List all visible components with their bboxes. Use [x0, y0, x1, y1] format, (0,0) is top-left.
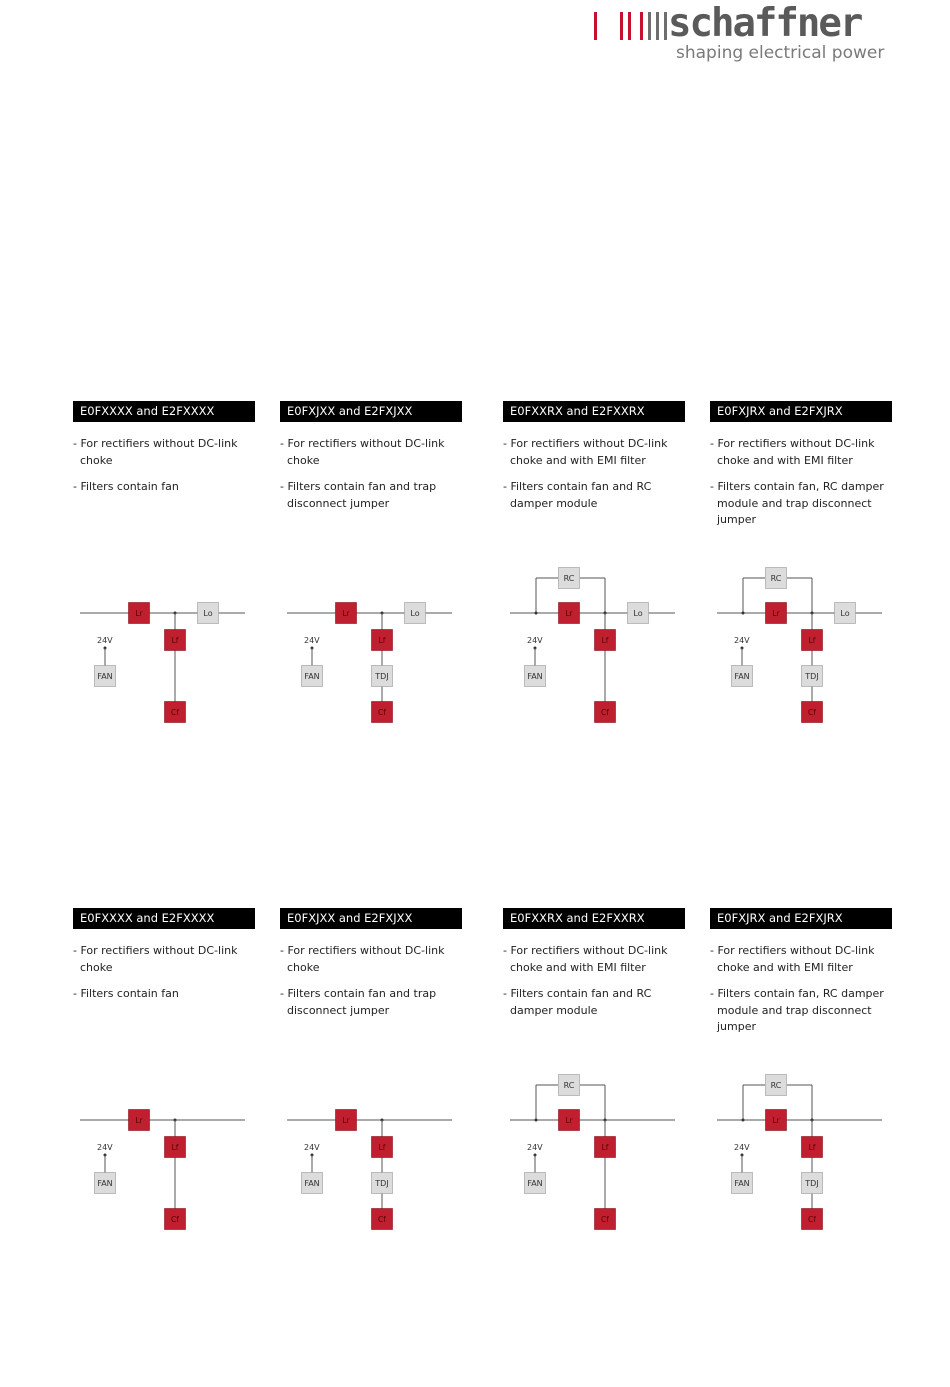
- description-line: - For rectifiers without DC-link choke: [280, 437, 445, 467]
- cf-capacitor-label: Cf: [601, 1215, 609, 1224]
- fan-unit-label: FAN: [304, 672, 320, 681]
- variant-header: E0FXXRX and E2FXXRX: [503, 908, 685, 929]
- cf-capacitor-label: Cf: [171, 1215, 179, 1224]
- lf-choke-label: Lf: [808, 1143, 816, 1152]
- rc-module-label: RC: [770, 574, 782, 583]
- description-line: - Filters contain fan and trap disconnect jumper: [280, 987, 437, 1017]
- logo-tagline: shaping electrical power: [676, 43, 885, 63]
- logo-bar: [664, 12, 667, 40]
- tdj-jumper-label: TDJ: [805, 672, 819, 681]
- junction-dot: [742, 1119, 745, 1122]
- cf-capacitor-label: Cf: [601, 708, 609, 717]
- description-line: - For rectifiers without DC-link choke and with EMI filter: [710, 437, 875, 467]
- circuit-diagram: [287, 1072, 457, 1237]
- variant-header: E0FXXRX and E2FXXRX: [503, 401, 685, 422]
- logo-wordmark: schaffner: [668, 1, 862, 46]
- voltage-label: 24V: [97, 636, 113, 645]
- cf-capacitor-label: Cf: [378, 1215, 386, 1224]
- logo-bar: [640, 12, 643, 40]
- description-line: - For rectifiers without DC-link choke and with EMI filter: [710, 944, 875, 974]
- description-line: - Filters contain fan and trap disconnect jumper: [280, 480, 437, 510]
- variant-description: [73, 943, 255, 1003]
- cf-capacitor-label: Cf: [808, 1215, 816, 1224]
- description-line: - For rectifiers without DC-link choke and with EMI filter: [503, 437, 668, 467]
- logo-bar: [648, 12, 651, 40]
- circuit-diagram: [80, 1072, 250, 1237]
- fan-unit-label: FAN: [527, 1179, 543, 1188]
- variant-description: [280, 436, 462, 512]
- fan-unit-label: FAN: [97, 1179, 113, 1188]
- voltage-label: 24V: [527, 636, 543, 645]
- voltage-label: 24V: [304, 636, 320, 645]
- description-line: - For rectifiers without DC-link choke and with EMI filter: [503, 944, 668, 974]
- description-line: - Filters contain fan: [73, 480, 179, 493]
- description-line: - For rectifiers without DC-link choke: [280, 944, 445, 974]
- description-line: - For rectifiers without DC-link choke: [73, 437, 238, 467]
- junction-dot: [742, 612, 745, 615]
- variant-header: E0FXJXX and E2FXJXX: [280, 401, 462, 422]
- lf-choke-label: Lf: [378, 1143, 386, 1152]
- fan-unit-label: FAN: [97, 672, 113, 681]
- cf-capacitor-label: Cf: [378, 708, 386, 717]
- filter-variant-card: [73, 908, 255, 1013]
- variant-description: [710, 436, 892, 529]
- variant-description: [503, 943, 685, 1019]
- circuit-diagram: [510, 1072, 680, 1237]
- lr-choke-label: Lr: [342, 1116, 350, 1125]
- lf-choke-label: Lf: [171, 636, 179, 645]
- lf-choke-label: Lf: [601, 1143, 609, 1152]
- lf-choke-label: Lf: [378, 636, 386, 645]
- variant-description: [280, 943, 462, 1019]
- voltage-label: 24V: [527, 1143, 543, 1152]
- voltage-label: 24V: [734, 1143, 750, 1152]
- filter-variant-card: [710, 401, 892, 539]
- description-line: - Filters contain fan and RC damper module: [503, 987, 652, 1017]
- filter-variant-card: [73, 401, 255, 506]
- lr-choke-label: Lr: [772, 609, 780, 618]
- variant-header: E0FXJXX and E2FXJXX: [280, 908, 462, 929]
- variant-header: E0FXXXX and E2FXXXX: [73, 401, 255, 422]
- rc-module-label: RC: [563, 574, 575, 583]
- lr-choke-label: Lr: [565, 1116, 573, 1125]
- voltage-label: 24V: [97, 1143, 113, 1152]
- description-line: - Filters contain fan, RC damper module and trap disconnect jumper: [710, 480, 884, 526]
- cf-capacitor-label: Cf: [171, 708, 179, 717]
- lr-choke-label: Lr: [565, 609, 573, 618]
- variant-header: E0FXXXX and E2FXXXX: [73, 908, 255, 929]
- fan-unit-label: FAN: [734, 1179, 750, 1188]
- voltage-label: 24V: [734, 636, 750, 645]
- lo-choke-label: Lo: [203, 609, 213, 618]
- logo-bar: [620, 12, 623, 40]
- lr-choke-label: Lr: [135, 609, 143, 618]
- circuit-diagram: [510, 565, 680, 730]
- circuit-diagram: [717, 565, 887, 730]
- cf-capacitor-label: Cf: [808, 708, 816, 717]
- filter-variant-card: [710, 908, 892, 1046]
- filter-variant-card: [280, 401, 462, 522]
- tdj-jumper-label: TDJ: [375, 1179, 389, 1188]
- description-line: - Filters contain fan: [73, 987, 179, 1000]
- variant-description: [73, 436, 255, 496]
- logo-bar: [656, 12, 659, 40]
- fan-unit-label: FAN: [304, 1179, 320, 1188]
- circuit-diagram: [717, 1072, 887, 1237]
- lf-choke-label: Lf: [808, 636, 816, 645]
- lf-choke-label: Lf: [601, 636, 609, 645]
- variant-description: [710, 943, 892, 1036]
- lr-choke-label: Lr: [772, 1116, 780, 1125]
- circuit-diagram: [287, 565, 457, 730]
- lf-choke-label: Lf: [171, 1143, 179, 1152]
- logo-bar: [628, 12, 631, 40]
- rc-module-label: RC: [563, 1081, 575, 1090]
- company-logo: [592, 1, 897, 66]
- circuit-diagram: [80, 565, 250, 730]
- description-line: - For rectifiers without DC-link choke: [73, 944, 238, 974]
- description-line: - Filters contain fan, RC damper module and trap disconnect jumper: [710, 987, 884, 1033]
- variant-header: E0FXJRX and E2FXJRX: [710, 401, 892, 422]
- tdj-jumper-label: TDJ: [375, 672, 389, 681]
- lo-choke-label: Lo: [410, 609, 420, 618]
- lo-choke-label: Lo: [633, 609, 643, 618]
- lr-choke-label: Lr: [342, 609, 350, 618]
- description-line: - Filters contain fan and RC damper module: [503, 480, 652, 510]
- fan-unit-label: FAN: [734, 672, 750, 681]
- junction-dot: [535, 1119, 538, 1122]
- logo-bar: [594, 12, 597, 40]
- fan-unit-label: FAN: [527, 672, 543, 681]
- variant-description: [503, 436, 685, 512]
- tdj-jumper-label: TDJ: [805, 1179, 819, 1188]
- lo-choke-label: Lo: [840, 609, 850, 618]
- variant-header: E0FXJRX and E2FXJRX: [710, 908, 892, 929]
- filter-variant-card: [280, 908, 462, 1029]
- filter-variant-card: [503, 401, 685, 522]
- rc-module-label: RC: [770, 1081, 782, 1090]
- lr-choke-label: Lr: [135, 1116, 143, 1125]
- voltage-label: 24V: [304, 1143, 320, 1152]
- filter-variant-card: [503, 908, 685, 1029]
- junction-dot: [535, 612, 538, 615]
